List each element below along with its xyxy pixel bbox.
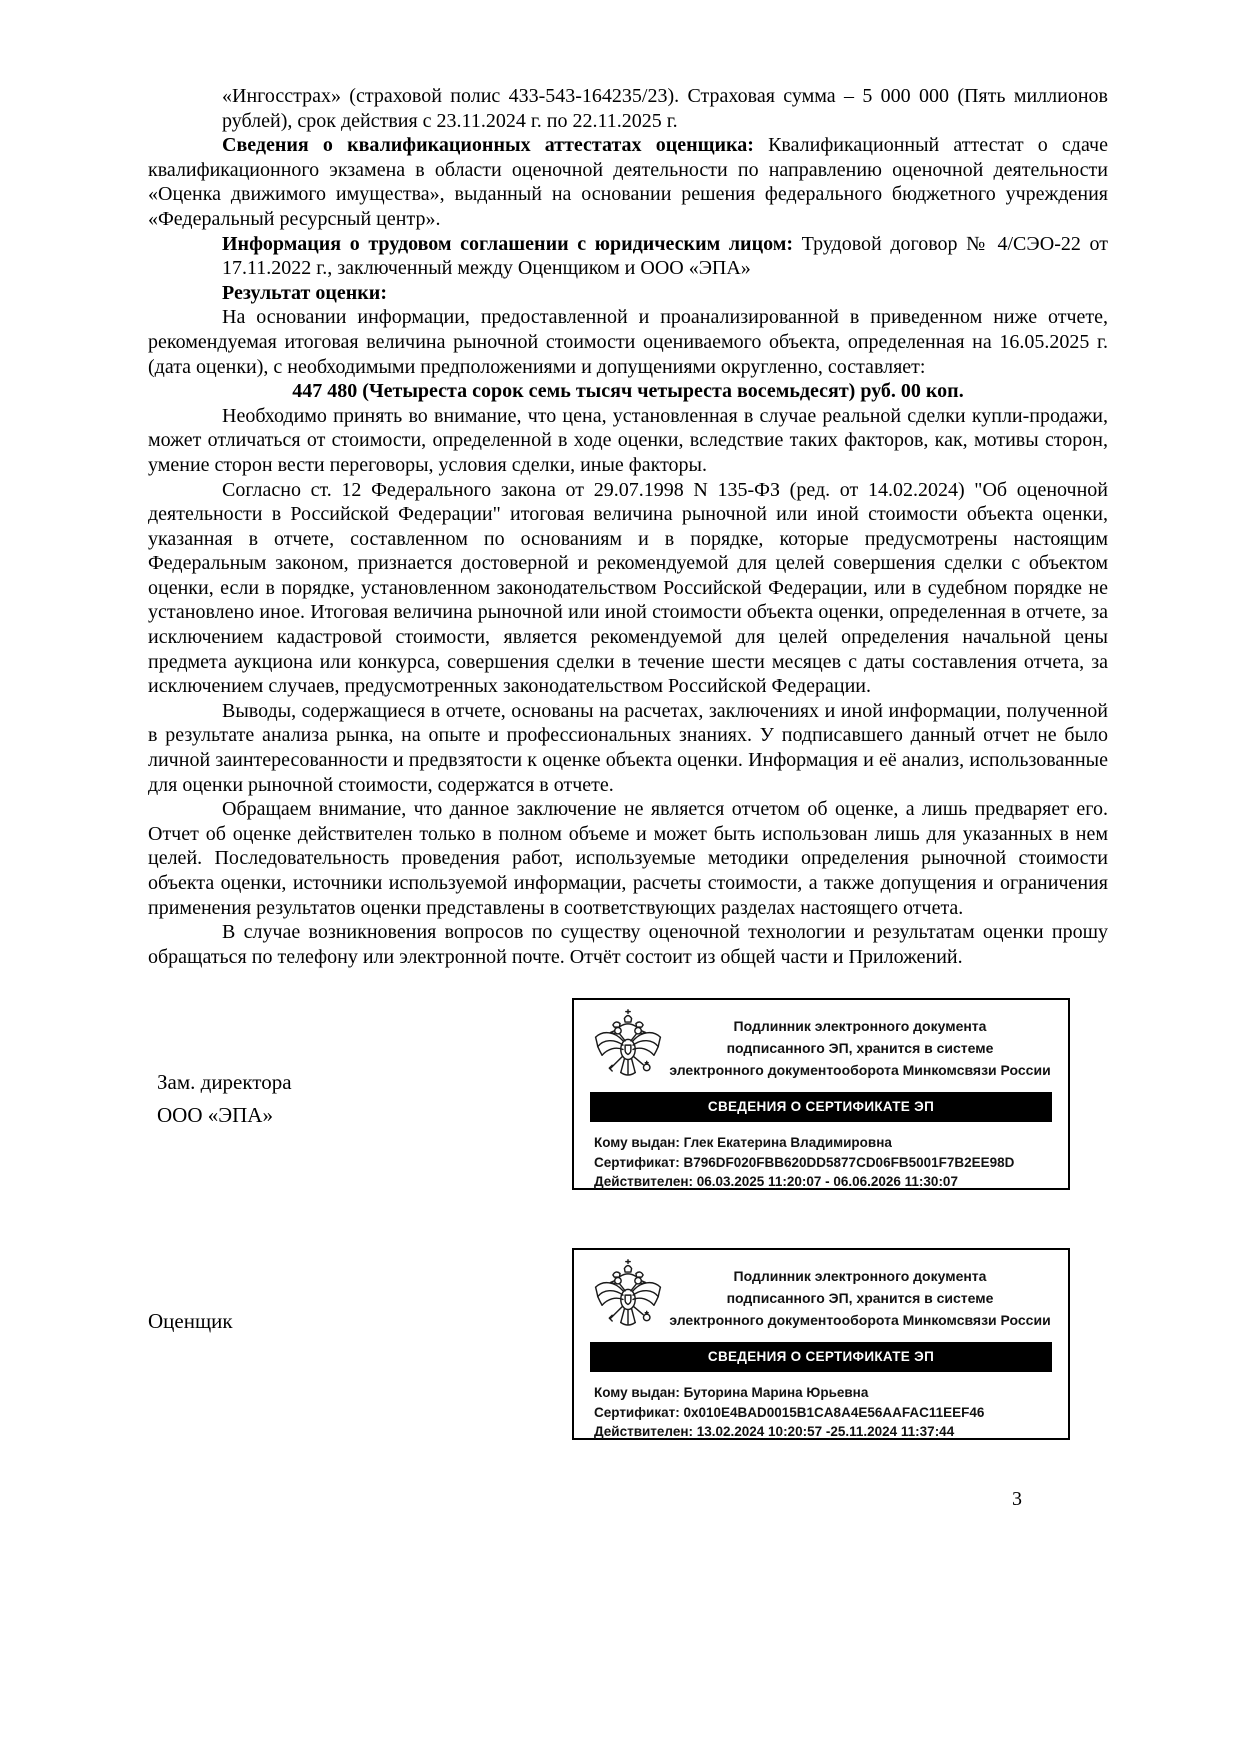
document-body	[148, 84, 1108, 969]
paragraph-lead: Информация о трудовом соглашении с юридическим лицом:	[222, 232, 794, 255]
paragraph-federal-law	[148, 478, 1108, 699]
paragraph-lead: Результат оценки:	[222, 281, 387, 304]
signature-role-line: Зам. директора	[157, 1070, 292, 1094]
stamp-header-line: Подлинник электронного документа	[733, 1018, 987, 1034]
paragraph-labor-agreement	[222, 232, 1108, 281]
stamp-certificate-bar: СВЕДЕНИЯ О СЕРТИФИКАТЕ ЭП	[590, 1092, 1052, 1122]
paragraph-text: Согласно ст. 12 Федерального закона от 29.07.1998 N 135-ФЗ (ред. от 14.02.2024) "Об оценочной деятельности в Российской Федерации" итоговая величина рыночной или иной стоимости объекта оценки, указанная в отчете, составленном по основаниям и в порядке, которые предусмотрены настоящим Федеральным законом, признается достоверной и рекомендуемой для целей совершения сделки с объектом оценки, если в порядке, установленном законодательством Российской Федерации, или в судебном порядке не установлено иное. Итоговая величина рыночной или иной стоимости объекта оценки, определенная в отчете, за исключением кадастровой стоимости, является рекомендуемой для целей определения начальной цены предмета аукциона или конкурса, совершения сделки в течение шести месяцев с даты составления отчета, за исключением случаев, предусмотренных законодательством Российской Федерации.	[148, 478, 1108, 698]
signature-role-deputy-director	[157, 1066, 292, 1132]
paragraph-text: Необходимо принять во внимание, что цена, установленная в случае реальной сделки купли-продажи, может отличаться от стоимости, определенной в ходе оценки, вследствие таких факторов, как, мотивы сторон, умение сторон вести переговоры, условия сделки, иные факторы.	[148, 404, 1108, 476]
russia-coat-of-arms-icon	[592, 1256, 664, 1340]
stamp-header-line: Подлинник электронного документа	[733, 1268, 987, 1284]
paragraph-conclusions	[148, 699, 1108, 797]
signature-role-appraiser	[148, 1305, 233, 1338]
signature-stamp-deputy-director	[572, 998, 1070, 1190]
appraisal-value: 447 480 (Четыреста сорок семь тысяч четыреста восемьдесят) руб. 00 коп.	[292, 380, 964, 403]
paragraph-text: В случае возникновения вопросов по существу оценочной технологии и результатам оценки прошу обращаться по телефону или электронной почте. Отчёт состоит из общей части и Приложений.	[148, 921, 1108, 968]
stamp-certificate-number: Сертификат: B796DF020FBB620DD5877CD06FB5001F7B2EE98D	[594, 1154, 1015, 1170]
signature-role-line: Оценщик	[148, 1309, 233, 1333]
stamp-issued-to: Кому выдан: Глек Екатерина Владимировна	[594, 1135, 892, 1150]
paragraph-text: «Ингосстрах» (страховой полис 433-543-164235/23). Страховая сумма – 5 000 000 (Пять миллионов рублей), срок действия с 23.11.2024 г. по 22.11.2025 г.	[222, 85, 1108, 132]
signature-role-line: ООО «ЭПА»	[157, 1103, 273, 1127]
signature-stamp-appraiser	[572, 1248, 1070, 1440]
stamp-header-text	[664, 1261, 1056, 1331]
paragraph-text: Выводы, содержащиеся в отчете, основаны на расчетах, заключениях и иной информации, полученной в результате анализа рынка, на опыте и профессиональных знаниях. У подписавшего данный отчет не было личной заинтересованности и предвзятости к оценке объекта оценки. Информация и её анализ, использованные для оценки рыночной стоимости, содержатся в отчете.	[148, 699, 1108, 796]
stamp-certificate-details	[574, 1122, 1068, 1192]
paragraph-text: Обращаем внимание, что данное заключение не является отчетом об оценке, а лишь предваряет его. Отчет об оценке действителен только в полном объеме и может быть использован лишь для указанных в нем целей. Последовательность проведения работ, используемые методики определения рыночной стоимости объекта оценки, источники используемой информации, расчеты стоимости, а также допущения и ограничения применения результатов оценки представлены в соответствующих разделах настоящего отчета.	[148, 798, 1108, 919]
paragraph-attention	[148, 797, 1108, 920]
paragraph-qualification	[148, 133, 1108, 231]
stamp-validity-period: Действителен: 13.02.2024 10:20:57 -25.11.2024 11:37:44	[594, 1424, 955, 1439]
stamp-certificate-bar: СВЕДЕНИЯ О СЕРТИФИКАТЕ ЭП	[590, 1342, 1052, 1372]
paragraph-text: На основании информации, предоставленной и проанализированной в приведенном ниже отчете, рекомендуемая итоговая величина рыночной стоимости оцениваемого объекта, определенная на 16.05.2025 г. (дата оценки), с необходимыми предположениями и допущениями округленно, составляет:	[148, 306, 1108, 378]
paragraph-result-intro	[148, 305, 1108, 379]
stamp-header-text	[664, 1011, 1056, 1081]
paragraph-text: Квалификационный аттестат о сдаче квалификационного экзамена в области оценочной деятельности по направлению оценочной деятельности «Оценка движимого имущества», выданный на основании решения федерального бюджетного учреждения «Федеральный ресурсный центр».	[148, 134, 1108, 230]
russia-coat-of-arms-icon	[592, 1006, 664, 1090]
paragraph-text: Трудовой договор № 4/СЭО-22 от 17.11.2022 г., заключенный между Оценщиком и ООО «ЭПА»	[222, 232, 1108, 280]
paragraph-insurance	[222, 84, 1108, 133]
paragraph-price-note	[148, 404, 1108, 478]
stamp-header-line: подписанного ЭП, хранится в системе	[726, 1040, 994, 1056]
stamp-certificate-number: Сертификат: 0x010E4BAD0015B1CA8A4E56AAFAC11EEF46	[594, 1404, 985, 1420]
stamp-header-line: подписанного ЭП, хранится в системе	[726, 1290, 994, 1306]
stamp-header-line: электронного документооборота Минкомсвязи России	[669, 1062, 1051, 1078]
paragraph-contact	[148, 920, 1108, 969]
paragraph-result-heading	[148, 281, 1108, 306]
stamp-header-line: электронного документооборота Минкомсвязи России	[669, 1312, 1051, 1328]
stamp-header	[574, 1000, 1068, 1092]
paragraph-lead: Сведения о квалификационных аттестатах оценщика:	[222, 134, 754, 157]
page-number: 3	[1012, 1488, 1022, 1510]
stamp-header	[574, 1250, 1068, 1342]
stamp-certificate-details	[574, 1372, 1068, 1442]
stamp-issued-to: Кому выдан: Буторина Марина Юрьевна	[594, 1385, 869, 1400]
stamp-validity-period: Действителен: 06.03.2025 11:20:07 - 06.06.2026 11:30:07	[594, 1174, 958, 1189]
